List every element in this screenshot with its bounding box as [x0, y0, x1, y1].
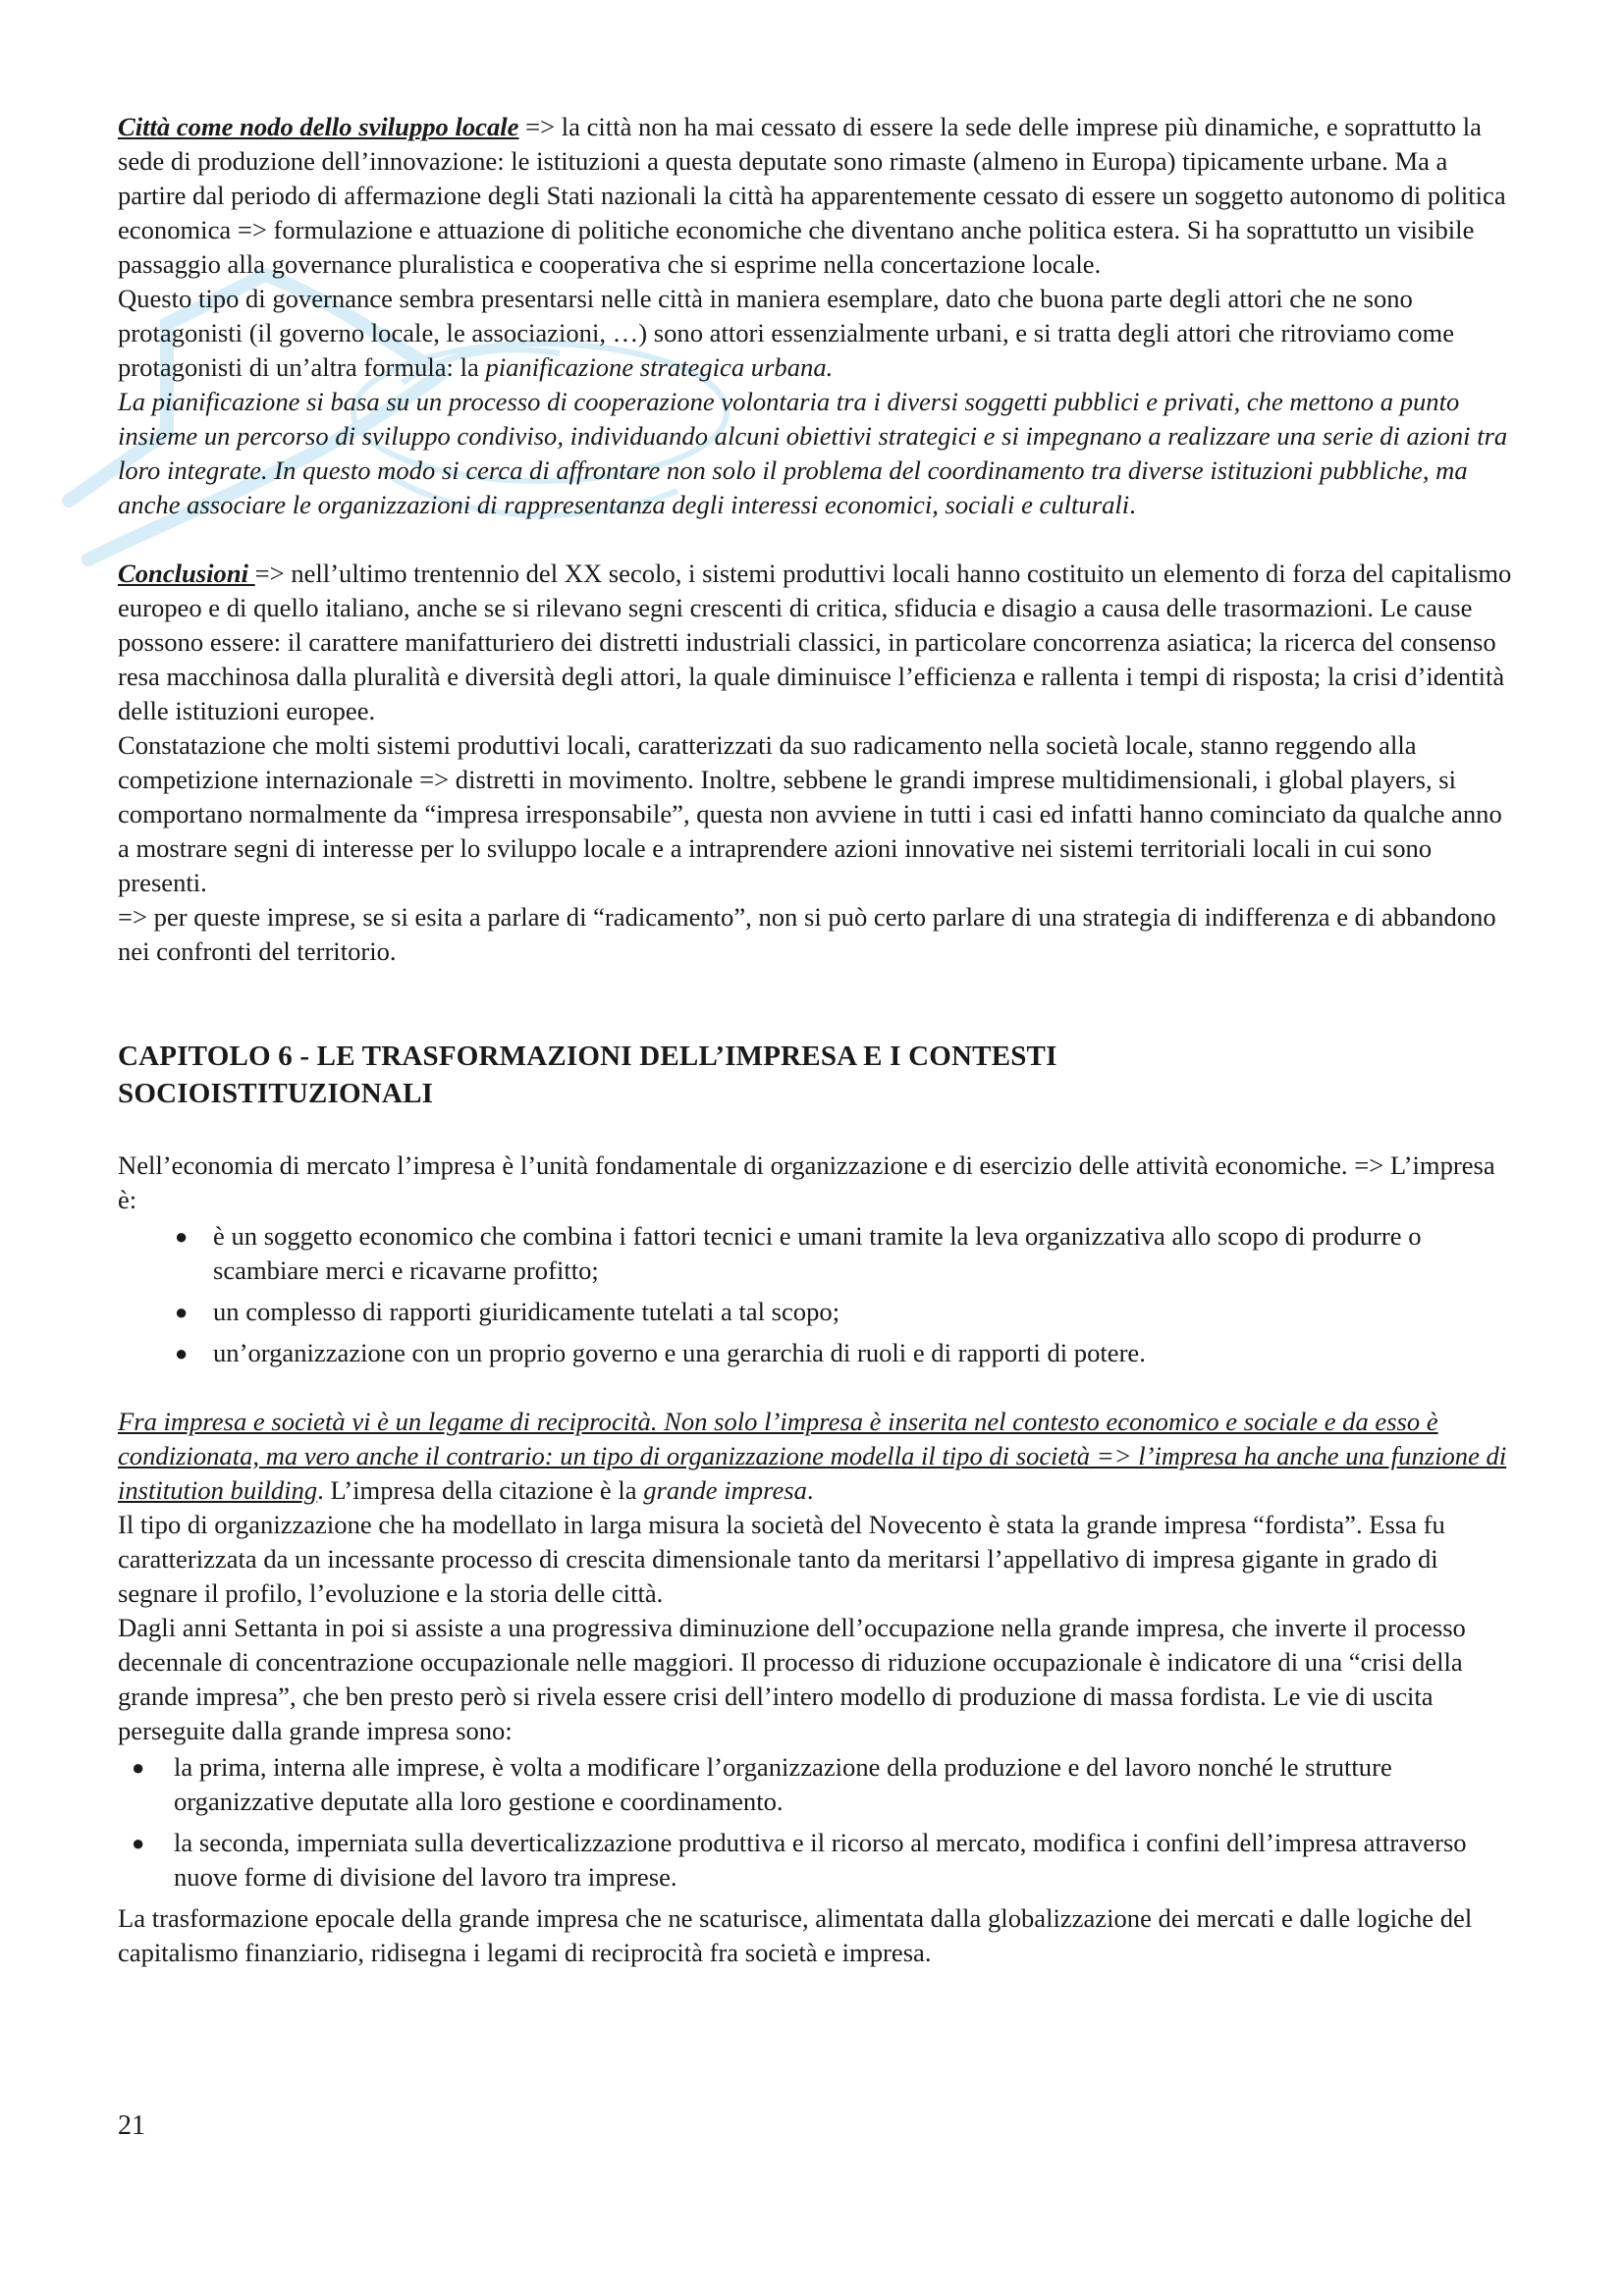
term-grande-impresa: grande impresa: [643, 1475, 807, 1505]
bullet-icon: ●: [132, 1831, 145, 1855]
list-item-text: è un soggetto economico che combina i fattori tecnici e umani tramite la leva organizzativa allo scopo di produrre o scambiare merci e ricavarne profitto;: [213, 1221, 1422, 1285]
reciprocita-quote: Fra impresa e società vi è un legame di reciprocità. Non solo l’impresa è inserita nel contesto economico e sociale e da esso è condizionata, ma vero anche il contrario: un tipo di organizzazione modella il tipo di società => l’impresa ha anche una funzione di institution building: [118, 1407, 1507, 1505]
radicamento-paragraph: => per queste imprese, se si esita a parlare di “radicamento”, non si può certo parlare di una strategia di indifferenza e di abbandono nei confronti del territorio.: [118, 902, 1496, 966]
pianificazione-definition: La pianificazione si basa su un processo di cooperazione volontaria tra i diversi soggetti pubblici e privati, che mettono a punto insieme un percorso di sviluppo condiviso, individuando alcuni obiettivi strategici e si impegnano a realizzare una serie di azioni tra loro integrate. In questo modo si cerca di affrontare non solo il problema del coordinamento tra diverse istituzioni pubbliche, ma anche associare le organizzazioni di rappresentanza degli interessi economici, sociali e culturali: [118, 387, 1508, 519]
list-item: [118, 1826, 1512, 1895]
impresa-definition-list: [118, 1219, 1512, 1370]
list-item: [118, 1295, 1512, 1329]
conclusioni-paragraph: [118, 557, 1512, 728]
page-number: 21: [118, 2110, 145, 2141]
governance-paragraph: [118, 282, 1512, 385]
list-item: [118, 1750, 1512, 1819]
settanta-paragraph: Dagli anni Settanta in poi si assiste a una progressiva diminuzione dell’occupazione nella grande impresa, che inverte il processo decennale di concentrazione occupazionale nelle maggiori. Il processo di riduzione occupazionale è indicatore di una “crisi della grande impresa”, che ben presto però si rivela essere crisi dell’intero modello di produzione di massa fordista. Le vie di uscita perseguite dalla grande impresa sono:: [118, 1613, 1466, 1745]
list-item: [118, 1336, 1512, 1370]
document-page: [118, 110, 1512, 1970]
vie-uscita-list: [118, 1750, 1512, 1895]
conclusioni-body: => nell’ultimo trentennio del XX secolo, i sistemi produttivi locali hanno costituito un elemento di forza del capitalismo europeo e di quello italiano, anche se si rilevano segni crescenti di critica, sfiducia e disagio a causa delle trasormazioni. Le cause possono essere: il carattere manifatturiero dei distretti industriali classici, in particolare concorrenza asiatica; la ricerca del consenso resa macchinosa dalla pluralità e diversità degli attori, la quale diminuisce l’efficienza e rallenta i tempi di risposta; la crisi d’identità delle istituzioni europee.: [118, 559, 1512, 725]
list-item-text: la seconda, imperniata sulla deverticalizzazione produttiva e il ricorso al mercato, modifica i confini dell’impresa attraverso nuove forme di divisione del lavoro tra imprese.: [174, 1828, 1467, 1892]
section-title-citta: Città come nodo dello sviluppo locale: [118, 112, 519, 141]
list-item-text: un complesso di rapporti giuridicamente tutelati a tal scopo;: [213, 1297, 840, 1326]
bullet-icon: ●: [175, 1341, 189, 1365]
bullet-icon: ●: [175, 1224, 189, 1249]
list-item-text: un’organizzazione con un proprio governo e una gerarchia di ruoli e di rapporti di potere.: [213, 1338, 1146, 1367]
pianificazione-paragraph: [118, 385, 1512, 522]
section-title-conclusioni: Conclusioni: [118, 559, 255, 588]
term-pianificazione-strategica: pianificazione strategica urbana.: [485, 352, 834, 382]
constatazione-paragraph: Constatazione che molti sistemi produttivi locali, caratterizzati da suo radicamento nella società locale, stanno reggendo alla competizione internazionale => distretti in movimento. Inoltre, sebbene le grandi imprese multidimensionali, i global players, si comportano normalmente da “impresa irresponsabile”, questa non avviene in tutti i casi ed infatti hanno cominciato da qualche anno a mostrare segni di interesse per lo sviluppo locale e a intraprendere azioni innovative nei sistemi territoriali locali in cui sono presenti.: [118, 730, 1502, 897]
list-item: [118, 1219, 1512, 1288]
reciprocita-paragraph: [118, 1405, 1512, 1508]
trasformazione-paragraph: La trasformazione epocale della grande impresa che ne scaturisce, alimentata dalla globalizzazione dei mercati e dalle logiche del capitalismo finanziario, ridisegna i legami di reciprocità fra società e impresa.: [118, 1903, 1473, 1967]
bullet-icon: ●: [175, 1300, 189, 1324]
citta-body: => la città non ha mai cessato di essere la sede delle imprese più dinamiche, e soprattutto la sede di produzione dell’innovazione: le istituzioni a questa deputate sono rimaste (almeno in Europa) tipicamente urbane. Ma a partire dal periodo di affermazione degli Stati nazionali la città ha apparentemente cessato di essere un soggetto autonomo di politica economica => formulazione e attuazione di politiche economiche che diventano anche politica estera. Si ha soprattutto un visibile passaggio alla governance pluralistica e cooperativa che si esprime nella concertazione locale.: [118, 112, 1506, 279]
chapter-heading-line1: CAPITOLO 6 - LE TRASFORMAZIONI DELL’IMPRESA E I CONTESTI: [118, 1041, 1057, 1072]
citta-paragraph: [118, 110, 1512, 282]
bullet-icon: ●: [132, 1755, 145, 1780]
chapter-intro: Nell’economia di mercato l’impresa è l’unità fondamentale di organizzazione e di esercizio delle attività economiche. => L’impresa è:: [118, 1150, 1495, 1214]
governance-text: Questo tipo di governance sembra presentarsi nelle città in maniera esemplare, dato che buona parte degli attori che ne sono protagonisti (il governo locale, le associazioni, …) sono attori essenzialmente urbani, e si tratta degli attori che ritroviamo come protagonisti di un’altra formula: la: [118, 284, 1455, 382]
pianificazione-period: .: [1129, 490, 1136, 519]
reciprocita-after: . L’impresa della citazione è la: [317, 1475, 644, 1505]
fordista-paragraph: Il tipo di organizzazione che ha modellato in larga misura la società del Novecento è stata la grande impresa “fordista”. Essa fu caratterizzata da un incessante processo di crescita dimensionale tanto da meritarsi l’appellativo di impresa gigante in grado di segnare il profilo, l’evoluzione e la storia delle città.: [118, 1510, 1445, 1608]
reciprocita-period: .: [806, 1475, 814, 1505]
chapter-heading-line2: SOCIOISTITUZIONALI: [118, 1078, 434, 1109]
list-item-text: la prima, interna alle imprese, è volta a modificare l’organizzazione della produzione e del lavoro nonché le strutture organizzative deputate alla loro gestione e coordinamento.: [174, 1752, 1392, 1816]
chapter-heading: [118, 1038, 1512, 1112]
